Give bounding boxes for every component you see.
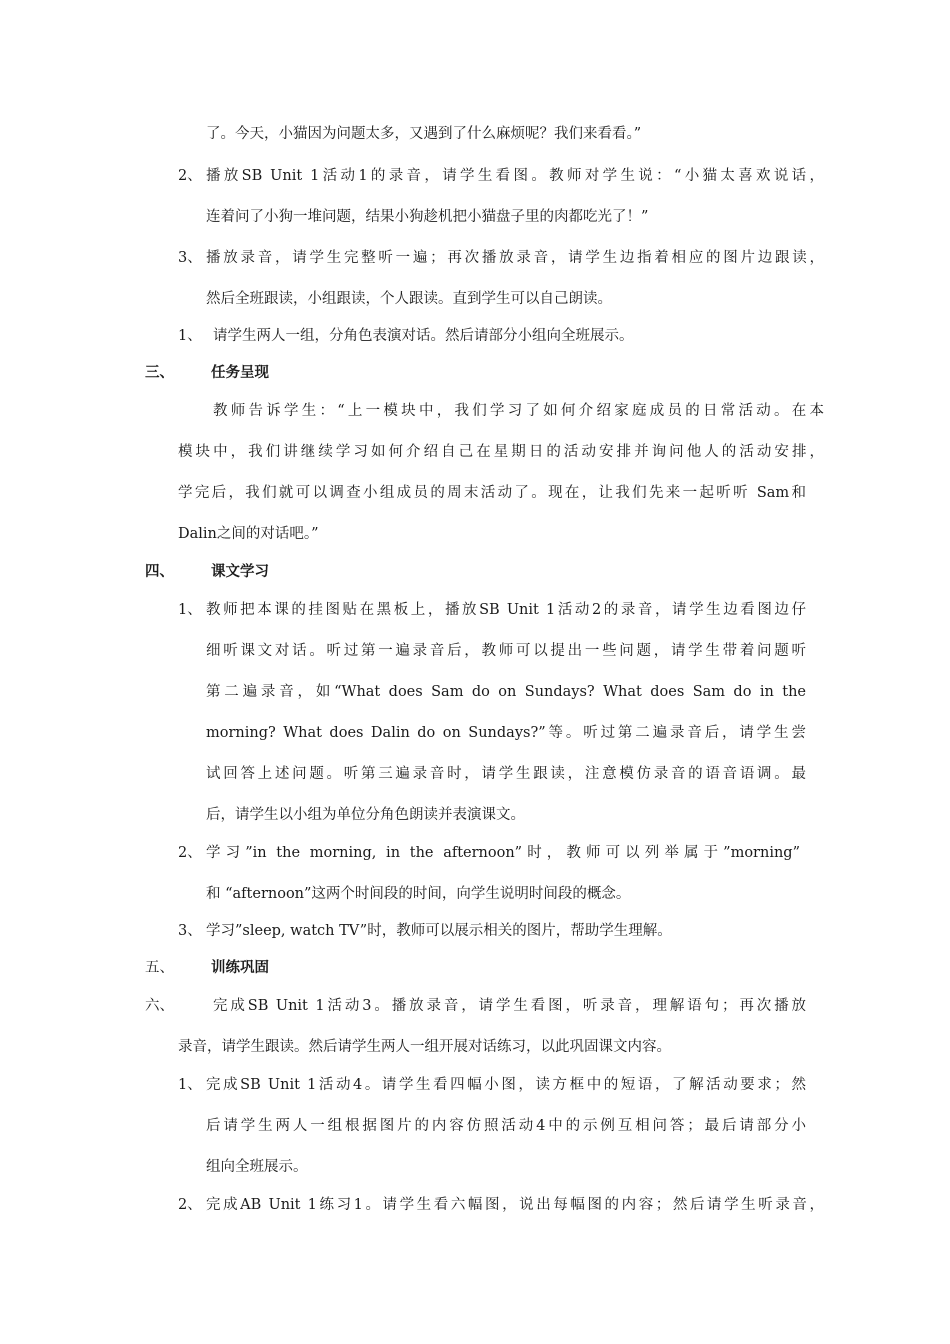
paragraph-line: Dalin之间的对话吧。” — [178, 526, 319, 542]
list-item-line: 然后全班跟读，小组跟读，个人跟读。直到学生可以自己朗读。 — [206, 291, 612, 307]
paragraph-line: 了。今天，小猫因为问题太多，又遇到了什么麻烦呢？我们来看看。” — [206, 126, 642, 142]
list-item-line: 教师把本课的挂图贴在黑板上，播放SB Unit 1活动2的录音，请学生边看图边仔 — [206, 602, 806, 618]
list-item-line: 组向全班展示。 — [206, 1159, 308, 1175]
section-heading: 训练巩固 — [211, 960, 269, 976]
list-number: 3、 — [178, 923, 202, 939]
paragraph-line: 录音，请学生跟读。然后请学生两人一组开展对话练习，以此巩固课文内容。 — [178, 1039, 671, 1055]
list-number: 2、 — [178, 168, 202, 184]
list-number: 3、 — [178, 250, 202, 266]
list-item-line: 学习”in the morning, in the afternoon”时，教师可以列举属于”morning” — [206, 845, 800, 861]
section-heading: 任务呈现 — [211, 365, 269, 381]
list-item-line: 第二遍录音，如“What does Sam do on Sundays? What does Sam do in the — [206, 684, 806, 700]
list-item-line: 连着问了小狗一堆问题，结果小狗趁机把小猫盘子里的肉都吃光了！” — [206, 209, 649, 225]
paragraph-line: 学完后，我们就可以调查小组成员的周末活动了。现在，让我们先来一起听听 Sam和 — [178, 485, 806, 501]
list-item-line: 完成AB Unit 1练习1。请学生看六幅图，说出每幅图的内容；然后请学生听录音， — [206, 1197, 824, 1213]
list-item-line: 后请学生两人一组根据图片的内容仿照活动4中的示例互相问答；最后请部分小 — [206, 1118, 806, 1134]
list-item-line: 试回答上述问题。听第三遍录音时，请学生跟读，注意模仿录音的语音语调。最 — [206, 766, 806, 782]
paragraph-line: 完成SB Unit 1活动3。播放录音，请学生看图，听录音，理解语句；再次播放 — [213, 998, 806, 1014]
list-item-line: 完成SB Unit 1活动4。请学生看四幅小图，读方框中的短语，了解活动要求；然 — [206, 1077, 806, 1093]
list-number: 1、 — [178, 1077, 202, 1093]
section-number: 六、 — [145, 998, 174, 1014]
list-item-line: 细听课文对话。听过第一遍录音后，教师可以提出一些问题，请学生带着问题听 — [206, 643, 806, 659]
list-number: 1、 — [178, 602, 202, 618]
section-number: 三、 — [145, 365, 174, 381]
paragraph-line: 模块中，我们讲继续学习如何介绍自己在星期日的活动安排并询问他人的活动安排， — [178, 444, 824, 460]
list-item-line: morning? What does Dalin do on Sundays?”等。听过第二遍录音后，请学生尝 — [206, 725, 806, 741]
section-number: 五、 — [145, 960, 174, 976]
list-item-line: 播放录音，请学生完整听一遍；再次播放录音，请学生边指着相应的图片边跟读， — [206, 250, 824, 266]
paragraph-line: 教师告诉学生：“上一模块中，我们学习了如何介绍家庭成员的日常活动。在本 — [213, 403, 824, 419]
list-number: 2、 — [178, 1197, 202, 1213]
list-item-line: 请学生两人一组，分角色表演对话。然后请部分小组向全班展示。 — [213, 328, 634, 344]
list-item-line: 学习”sleep, watch TV”时，教师可以展示相关的图片，帮助学生理解。 — [206, 923, 672, 939]
list-item-line: 后，请学生以小组为单位分角色朗读并表演课文。 — [206, 807, 525, 823]
section-heading: 课文学习 — [211, 564, 269, 580]
list-item-line: 播放SB Unit 1活动1的录音，请学生看图。教师对学生说：“小猫太喜欢说话， — [206, 168, 824, 184]
list-number: 1、 — [178, 328, 202, 344]
list-number: 2、 — [178, 845, 202, 861]
section-number: 四、 — [145, 564, 174, 580]
list-item-line: 和 “afternoon”这两个时间段的时间，向学生说明时间段的概念。 — [206, 886, 631, 902]
